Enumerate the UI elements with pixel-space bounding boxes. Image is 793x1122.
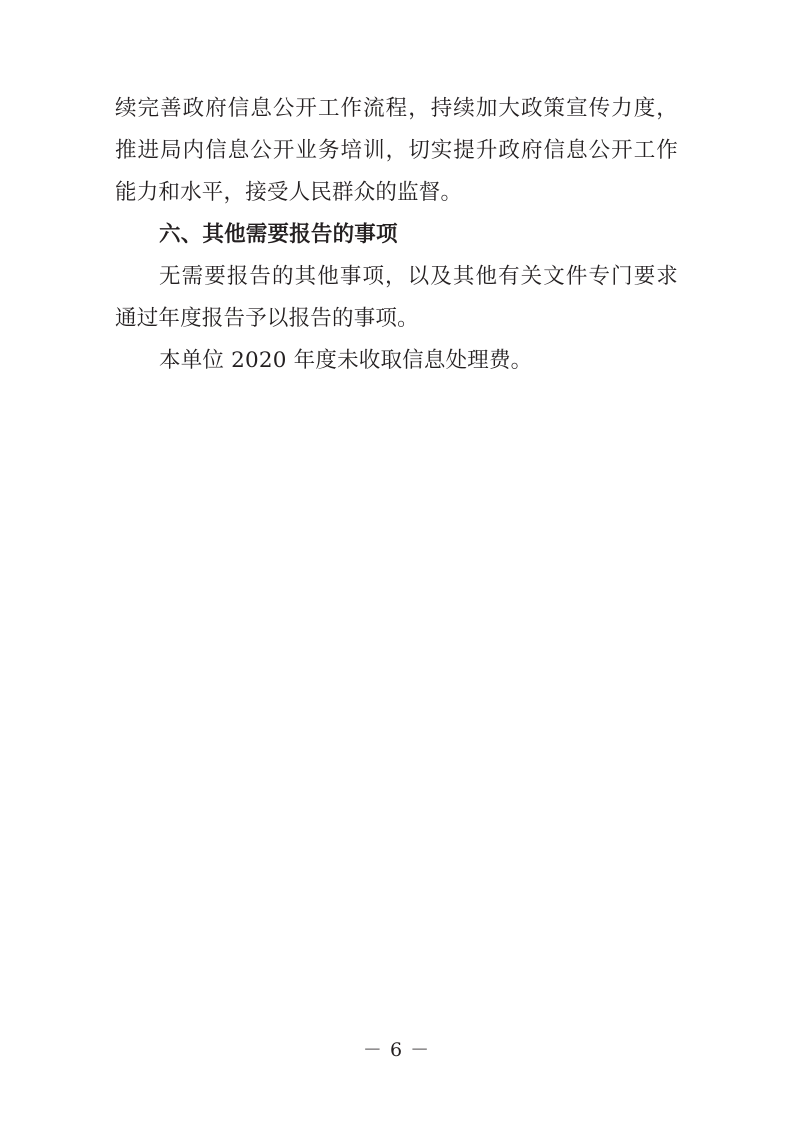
document-body (115, 88, 678, 382)
page-number: － 6 － (362, 1039, 431, 1061)
other-matters-paragraph: 无需要报告的其他事项，以及其他有关文件专门要求通过年度报告予以报告的事项。 (115, 264, 678, 331)
fee-statement-paragraph: 本单位 2020 年度未收取信息处理费。 (159, 348, 533, 373)
continuation-paragraph: 续完善政府信息公开工作流程，持续加大政策宣传力度，推进局内信息公开业务培训，切实提升政府信息公开工作能力和水平，接受人民群众的监督。 (115, 96, 678, 205)
section-heading-six: 六、其他需要报告的事项 (159, 222, 398, 247)
